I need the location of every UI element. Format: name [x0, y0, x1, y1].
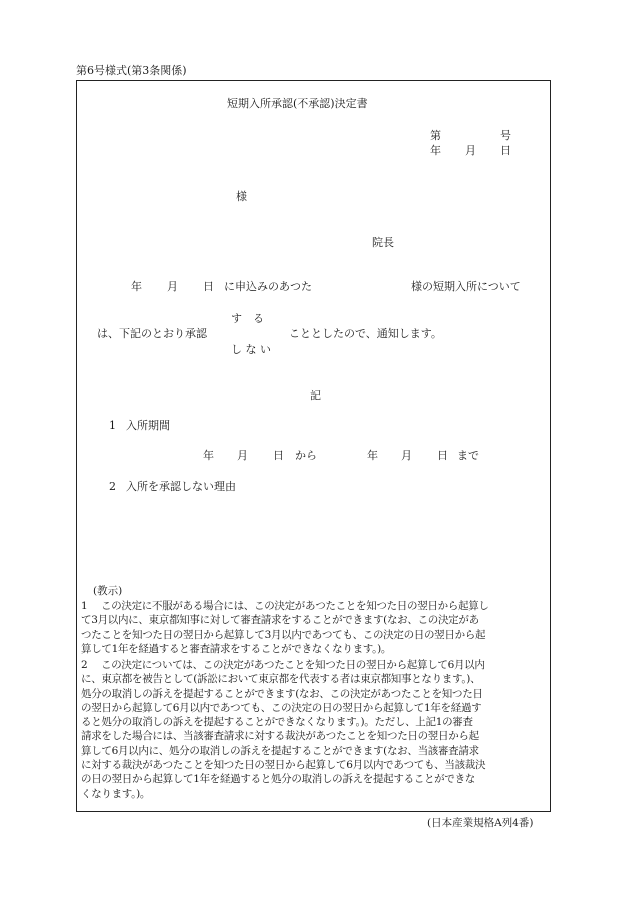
period-kara: から	[295, 449, 317, 462]
decision-tail: こととしたので、通知します。	[289, 327, 442, 340]
period-made: まで	[457, 449, 479, 462]
item-label-reason: 入所を承認しない理由	[126, 480, 236, 493]
application-day: 日	[203, 280, 214, 293]
notice-line: 処分の取消しの訴えを提起することができます(なお、この決定があつたことを知つた日	[81, 687, 483, 700]
form-label: 第6号様式(第3条関係)	[76, 64, 187, 77]
notice-line: 算して6月以内に、処分の取消しの訴えを提起することができます(なお、当該審査請求	[81, 744, 479, 757]
notice-number: 1	[81, 600, 88, 612]
notice-first-line: この決定に不服がある場合には、この決定があつたことを知つた日の翌日から起算し	[101, 600, 489, 612]
notice-number: 2	[81, 659, 88, 671]
date-year: 年	[430, 144, 441, 157]
addressee-suffix: 様	[236, 190, 247, 203]
notice-2	[81, 658, 551, 801]
period-from-year: 年	[203, 449, 214, 462]
item-number: 2	[109, 480, 116, 493]
item-number: 1	[109, 419, 116, 432]
document-title: 短期入所承認(不承認)決定書	[227, 97, 368, 110]
notice-line: の日の翌日から起算して1年を経過すると処分の取消しの訴えを提起することができな	[81, 773, 475, 786]
notice-1	[81, 599, 551, 656]
period-to-year: 年	[367, 449, 378, 462]
notice-heading: (教示)	[93, 585, 123, 597]
number-suffix: 号	[500, 129, 511, 142]
period-to-month: 月	[401, 449, 412, 462]
notice-line: つたことを知つた日の翌日から起算して3月以内であつても、この決定の日の翌日から起	[81, 628, 486, 641]
decision-suru: す る	[231, 312, 264, 325]
notice-first-line: この決定については、この決定があつたことを知つた日の翌日から起算して6月以内	[101, 659, 485, 671]
period-from-day: 日	[273, 449, 284, 462]
application-text: に申込みのあつた	[224, 280, 312, 293]
item-label-period: 入所期間	[126, 419, 170, 432]
notice-line: くなります。)。	[81, 787, 151, 800]
paper-size-footer: (日本産業規格A列4番)	[427, 817, 534, 829]
period-from-month: 月	[237, 449, 248, 462]
period-to-day: 日	[437, 449, 448, 462]
notice-line: 請求をした場合には、当該審査請求に対する裁決があつたことを知つた日の翌日から起	[81, 730, 479, 743]
applicant-text: 様の短期入所について	[411, 280, 521, 293]
ki-heading: 記	[310, 389, 321, 402]
decision-shinai: し な い	[231, 343, 271, 356]
number-prefix: 第	[430, 129, 441, 142]
notice-line: に対する裁決があつたことを知つた日の翌日から起算して6月以内であつても、当該裁決	[81, 759, 486, 772]
date-month: 月	[465, 144, 476, 157]
notice-line: ると処分の取消しの訴えを提起することができなくなります。)。ただし、上記1の審査	[81, 716, 473, 729]
notice-line: 算して1年を経過すると審査請求をすることができなくなります。)。	[81, 642, 392, 655]
notice-line: て3月以内に、東京都知事に対して審査請求をすることができます(なお、この決定があ	[81, 614, 479, 627]
director-title: 院長	[372, 236, 394, 249]
application-year: 年	[131, 280, 142, 293]
notice-line: に、東京都を被告として(訴訟において東京都を代表する者は東京都知事となります。)、	[81, 673, 481, 686]
date-day: 日	[500, 144, 511, 157]
decision-lead: は、下記のとおり承認	[97, 327, 207, 340]
notice-line: の翌日から起算して6月以内であつても、この決定の日の翌日から起算して1年を経過す	[81, 701, 482, 714]
application-month: 月	[167, 280, 178, 293]
